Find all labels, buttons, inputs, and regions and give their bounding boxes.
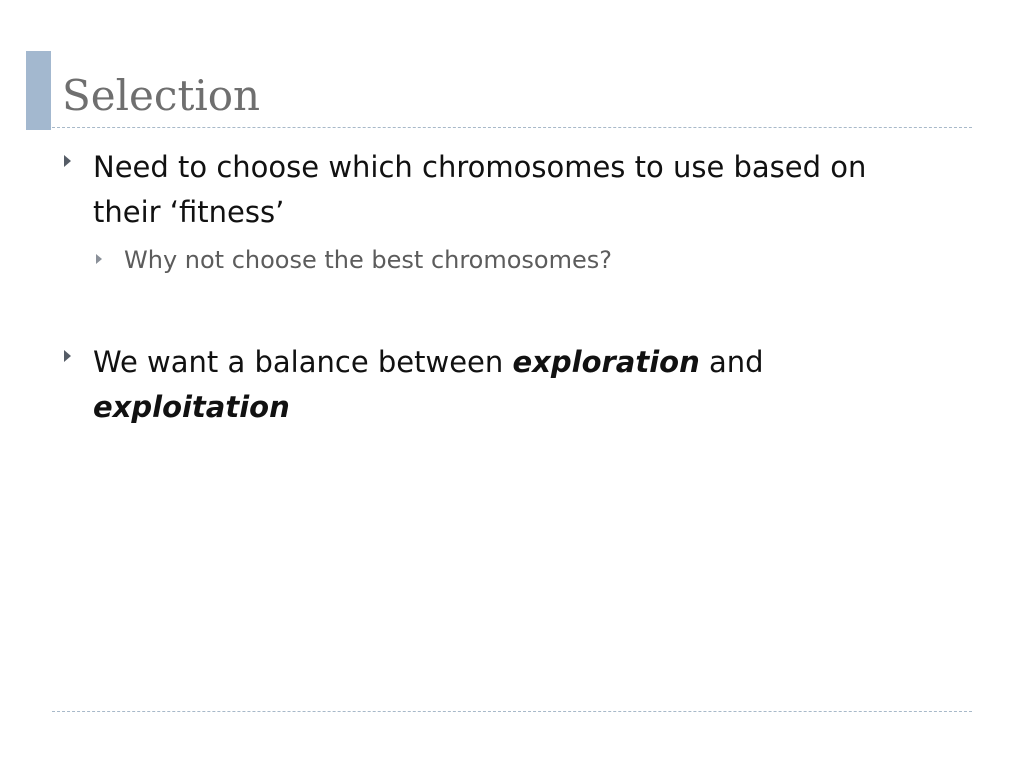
slide-title: Selection <box>62 71 261 120</box>
sub-bullet-item <box>96 244 904 276</box>
triangle-right-icon <box>96 254 102 264</box>
bullet-item <box>64 145 913 235</box>
footer-divider <box>52 711 972 712</box>
title-divider <box>52 127 972 128</box>
title-accent-bar <box>26 51 51 130</box>
triangle-right-icon <box>64 155 71 167</box>
emphasis-exploration: exploration <box>512 345 700 379</box>
emphasis-exploitation: exploitation <box>93 390 290 424</box>
sub-bullet-text: Why not choose the best chromosomes? <box>124 246 613 274</box>
bullet-text-part: and <box>699 345 764 379</box>
bullet-text <box>93 340 913 430</box>
bullet-text-part: We want a balance between <box>93 345 513 379</box>
bullet-item <box>64 340 913 430</box>
bullet-text: Need to choose which chromosomes to use based on their ‘fitness’ <box>93 150 867 229</box>
triangle-right-icon <box>64 350 71 362</box>
